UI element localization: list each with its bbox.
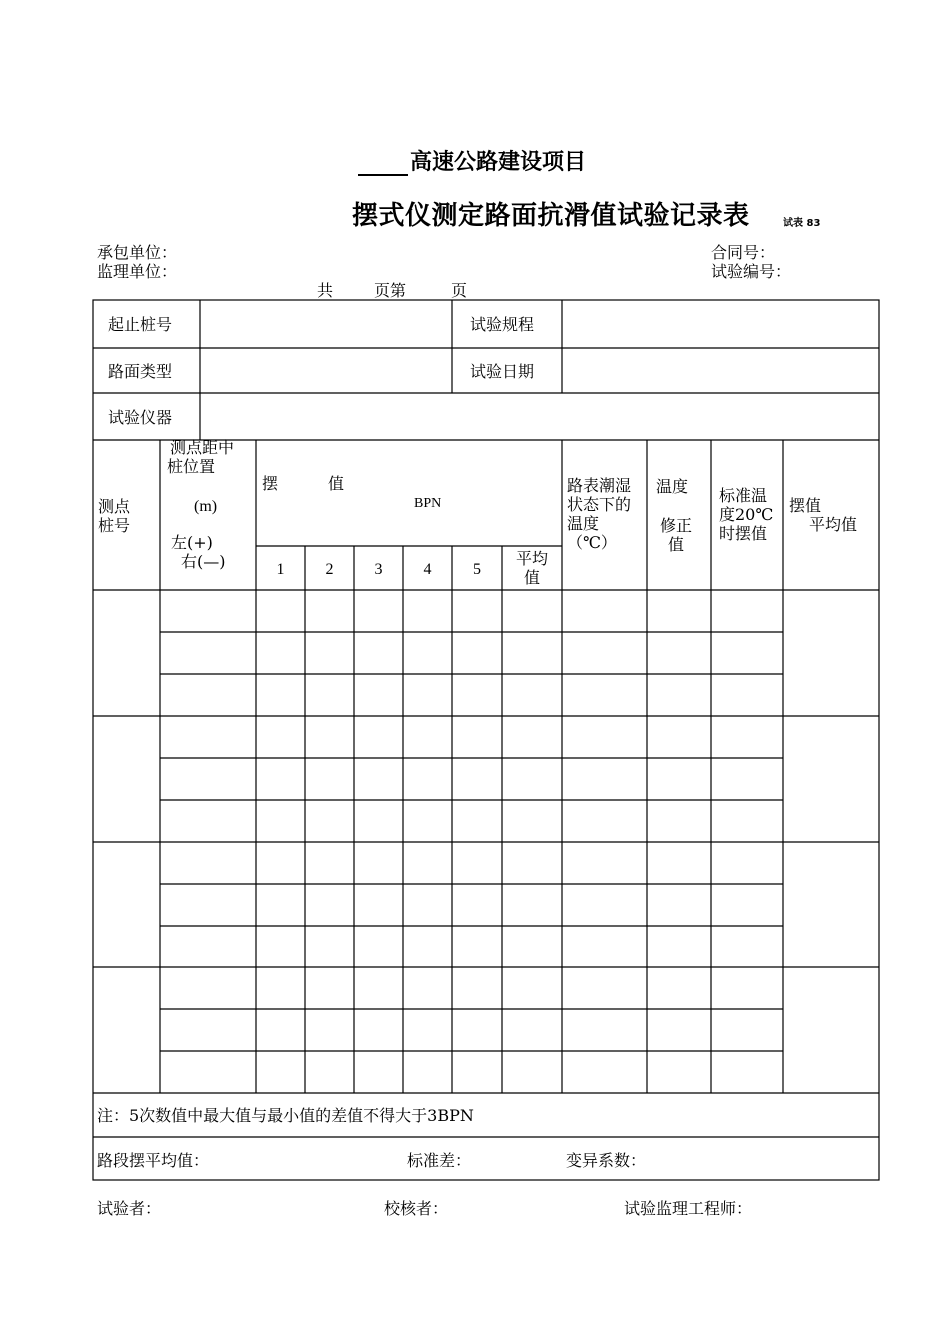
- section-mean-label: 路段摆平均值：: [97, 1151, 210, 1170]
- reading-2-header: 2: [325, 561, 334, 578]
- reading-5-header: 5: [473, 561, 481, 578]
- position-left: 左(+): [171, 533, 213, 552]
- test-date-label: 试验日期: [470, 362, 535, 381]
- pavement-type-label: 路面类型: [108, 362, 173, 381]
- std-temp-header: 标准温 度20℃ 时摆值: [719, 486, 774, 543]
- reading-1-header: 1: [276, 561, 285, 578]
- supervisor-label: 监理单位：: [97, 262, 178, 281]
- page-total: 共: [317, 281, 334, 300]
- tester-label: 试验者：: [97, 1199, 162, 1218]
- temp-state-header: 路表潮湿 状态下的 温度 （℃）: [567, 476, 632, 552]
- form-title: 摆式仪测定路面抗滑值试验记录表: [352, 201, 750, 231]
- mean-header-b: 平均值: [809, 515, 858, 534]
- position-header-line2: 桩位置: [167, 457, 216, 476]
- average-header: 平均 值: [515, 549, 548, 587]
- test-standard-label: 试验规程: [470, 315, 535, 334]
- pendulum-header-a: 摆: [262, 474, 279, 493]
- contractor-label: 承包单位：: [97, 243, 178, 262]
- position-right: 右(—): [181, 552, 226, 571]
- table-border: [93, 300, 879, 1180]
- reading-3-header: 3: [374, 561, 383, 578]
- project-title-text: 高速公路建设项目: [410, 150, 587, 175]
- station-col-text: 测点 桩号: [98, 497, 131, 535]
- checker-label: 校核者：: [384, 1199, 449, 1218]
- bpn-unit: BPN: [414, 496, 442, 511]
- temp-corr-header-a: 温度: [656, 477, 689, 496]
- cv-label: 变异系数：: [566, 1151, 647, 1170]
- page-mid: 页第: [374, 281, 407, 300]
- std-dev-label: 标准差：: [407, 1151, 472, 1170]
- station-range-label: 起止桩号: [108, 315, 173, 334]
- note-text: 注：5次数值中最大值与最小值的差值不得大于3BPN: [97, 1106, 474, 1125]
- mean-header-a: 摆值: [789, 496, 822, 515]
- reading-4-header: 4: [423, 561, 432, 578]
- position-unit: (m): [194, 498, 218, 515]
- page-end: 页: [451, 281, 468, 300]
- contract-no-label: 合同号：: [711, 243, 776, 262]
- pendulum-header-b: 值: [328, 474, 345, 493]
- test-no-label: 试验编号：: [711, 262, 792, 281]
- station-col-header: [98, 497, 130, 535]
- instrument-label: 试验仪器: [108, 408, 173, 427]
- position-header-line1: 测点距中: [170, 438, 235, 457]
- form-number: 试表 83: [783, 218, 821, 229]
- temp-corr-header-b: 修正 值: [660, 516, 693, 554]
- engineer-label: 试验监理工程师：: [624, 1199, 753, 1218]
